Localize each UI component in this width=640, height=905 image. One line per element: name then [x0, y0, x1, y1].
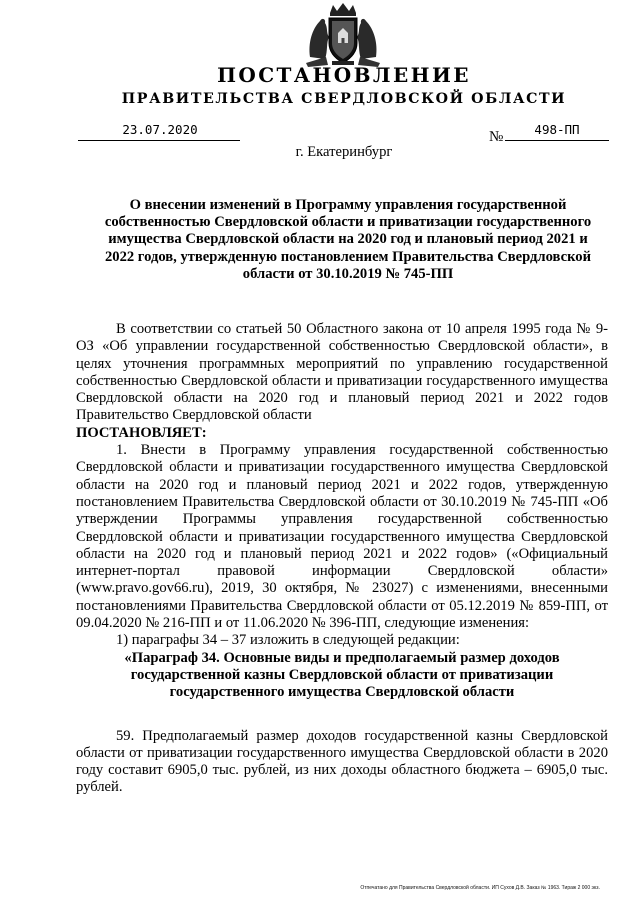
clause-59-paragraph: 59. Предполагаемый размер доходов государственной казны Свердловской области от приватизации государственного имущества Свердловской области в 2020 году составит 6905,0 тыс. рублей, из них доходы областного бюджета – 6905,0 тыс. рублей.: [76, 727, 608, 796]
document-number: 498-ПП: [534, 122, 580, 137]
document-title: ПОСТАНОВЛЕНИЕ: [217, 63, 471, 87]
date-underline: [78, 140, 240, 141]
subclause-1-paragraph: 1) параграфы 34 – 37 изложить в следующей редакции:: [116, 632, 460, 649]
coat-of-arms-emblem: [302, 3, 384, 68]
number-sign: №: [489, 129, 504, 145]
document-date: 23.07.2020: [122, 122, 198, 137]
document-city: г. Екатеринбург: [295, 144, 393, 160]
document-body: [76, 321, 608, 797]
resolves-heading: ПОСТАНОВЛЯЕТ:: [76, 424, 207, 441]
print-imprint: Отпечатано для Правительства Свердловской области. ИП Сухов Д.В. Заказ № 1963. Тираж 2 000 экз.: [360, 885, 600, 891]
document-subject: О внесении изменений в Программу управления государственной собственностью Свердловской области и приватизации государственного имущества Свердловской области на 2020 год и плановый период 2021 и 2022 годов, утвержденную постановлением Правительства Свердловской области от 30.10.2019 № 745-ПП: [104, 197, 592, 282]
spacer: [76, 702, 608, 728]
clause-1-paragraph: 1. Внести в Программу управления государственной собственностью Свердловской области и приватизации государственного имущества Свердловской области на 2020 год и плановый период 2021 и 2022 годов, утвержденную постановлением Правительства Свердловской области от 30.10.2019 № 745-ПП «Об утверждении Программы управления государственной собственностью Свердловской области и приватизации государственного имущества Свердловской области на 2020 год и плановый период 2021 и 2022 годов» («Официальный интернет-портал правовой информации Свердловской области» (www.pravo.gov66.ru), 2019, 30 октября, № 23027) с изменениями, внесенными постановлениями Правительства Свердловской области от 05.12.2019 № 859-ПП, от 09.04.2020 № 216-ПП и от 11.06.2020 № 396-ПП, следующие изменения:: [76, 442, 608, 632]
paragraph-34-heading: «Параграф 34. Основные виды и предполагаемый размер доходов государственной казны Свердловской области от приватизации государственного имущества Свердловской области: [124, 649, 560, 701]
preamble-paragraph: В соответствии со статьей 50 Областного закона от 10 апреля 1995 года № 9-ОЗ «Об управлении государственной собственностью Свердловской области», в целях уточнения программных мероприятий по управлению государственной собственностью Свердловской области и приватизации государственного имущества Свердловской области на 2020 год и плановый период 2021 и 2022 годов Правительство Свердловской области: [76, 321, 608, 424]
issuing-authority: ПРАВИТЕЛЬСТВА СВЕРДЛОВСКОЙ ОБЛАСТИ: [121, 91, 567, 107]
number-underline: [505, 140, 609, 141]
